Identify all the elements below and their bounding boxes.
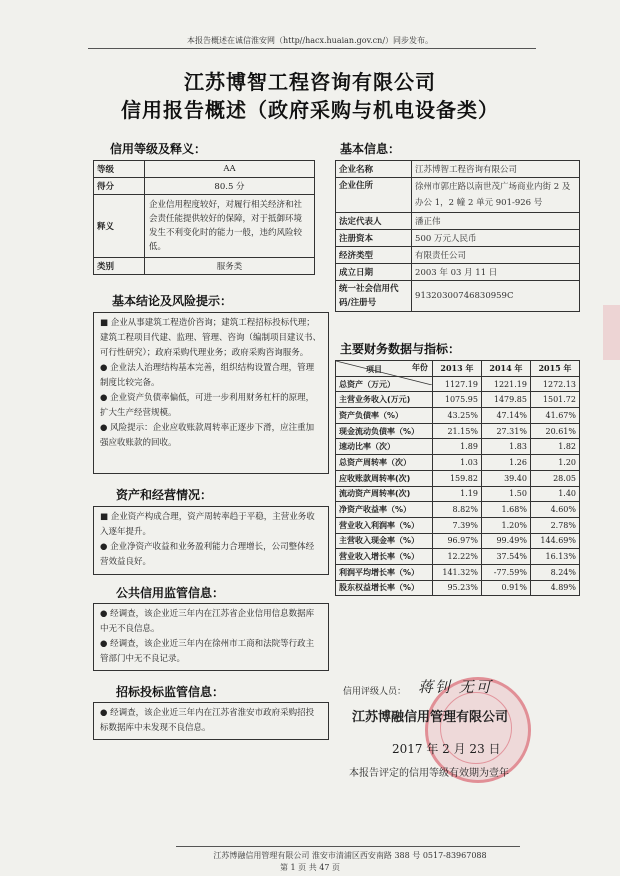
metric-value: 1.50 (481, 486, 530, 502)
year-header: 2013 年 (432, 361, 481, 377)
financials-row (336, 517, 580, 533)
bullet-icon: ■ (100, 318, 111, 328)
tender-heading: 招标投标监管信息： (116, 685, 225, 699)
financials-row (336, 549, 580, 565)
metric-name: 主营业务收入(万元) (336, 392, 433, 408)
bullet-icon: ● (100, 639, 111, 649)
basic-row (336, 281, 580, 312)
metric-value: 4.60% (530, 502, 579, 518)
bullet-icon: ● (100, 708, 111, 718)
metric-value: 1.03 (432, 455, 481, 471)
address-label: 企业住所 (336, 178, 412, 213)
year-label: 年份 (411, 363, 428, 372)
footer-rule (176, 846, 520, 847)
explain-value: 企业信用程度较好，对履行相关经济和社会责任能提供较好的保障，对于抵御环境发生不利变化时的能力一般，违约风险较低。 (145, 195, 315, 258)
validity-note: 本报告评定的信用等级有效期为壹年 (349, 768, 509, 779)
metric-value: 37.54% (481, 549, 530, 565)
financials-row (336, 486, 580, 502)
financials-row (336, 423, 580, 439)
metric-value: 1.82 (530, 439, 579, 455)
basic-row (336, 161, 580, 178)
conclusion-box (93, 312, 329, 474)
metric-value: 1127.19 (432, 376, 481, 392)
legal-rep-value: 潘正伟 (412, 213, 580, 230)
metric-value: 1075.95 (432, 392, 481, 408)
metric-value: 1.68% (481, 502, 530, 518)
financials-row (336, 502, 580, 518)
metric-value: 7.39% (432, 517, 481, 533)
metric-value: 1501.72 (530, 392, 579, 408)
public-credit-heading: 公共信用监管信息： (116, 586, 225, 600)
econ-type-label: 经济类型 (336, 247, 412, 264)
financials-row (336, 439, 580, 455)
assets-heading: 资产和经营情况： (116, 488, 213, 502)
financials-row (336, 470, 580, 486)
financials-row (336, 392, 580, 408)
item-label: 项目 (366, 364, 382, 374)
year-header: 2014 年 (481, 361, 530, 377)
capital-value: 500 万元人民币 (412, 230, 580, 247)
financials-table (335, 360, 580, 596)
tender-item: ● 经调查，该企业近三年内在江苏省淮安市政府采购招投标数据库中未发现不良信息。 (100, 708, 315, 733)
footer-address: 江苏博融信用管理有限公司 淮安市清浦区西安南路 388 号 0517-83967088 (213, 851, 487, 860)
page-number: 第 1 页 共 47 页 (280, 863, 340, 872)
metric-value: 1.20 (530, 455, 579, 471)
address-value: 徐州市郭庄路以南世茂广场商业内街 2 及办公 1，2 幢 2 单元 901-926 号 (412, 178, 580, 213)
rater-signature: 蒋钊 无可 (418, 678, 493, 696)
bullet-icon: ■ (100, 512, 111, 522)
credit-code-value: 91320300746830959C (412, 281, 580, 312)
metric-name: 总资产（万元） (336, 376, 433, 392)
metric-value: 28.05 (530, 470, 579, 486)
conclusion-item: ● 企业资产负债率偏低，可进一步利用财务杠杆的原理，扩大生产经营规模。 (100, 393, 315, 418)
metric-name: 现金流动负债率（%） (336, 423, 433, 439)
metric-value: 99.49% (481, 533, 530, 549)
metric-value: 1.20% (481, 517, 530, 533)
header-note: 本报告概述在诚信淮安网（http//hacx.huaian.gov.cn/）同步发布。 (186, 36, 434, 45)
metric-value: 1.26 (481, 455, 530, 471)
explain-label: 释义 (94, 195, 145, 258)
financials-row (336, 455, 580, 471)
report-title-type: 信用报告概述（政府采购与机电设备类） (121, 98, 499, 122)
metric-value: -77.59% (481, 564, 530, 580)
econ-type-value: 有限责任公司 (412, 247, 580, 264)
metric-name: 股东权益增长率（%） (336, 580, 433, 596)
year-item-header (336, 361, 433, 377)
score-row (94, 178, 315, 195)
metric-value: 8.82% (432, 502, 481, 518)
credit-grade-heading: 信用等级及释义： (110, 142, 207, 156)
public-credit-box (93, 603, 329, 671)
bullet-icon: ● (100, 542, 111, 552)
financials-row (336, 533, 580, 549)
capital-label: 注册资本 (336, 230, 412, 247)
metric-value: 43.25% (432, 408, 481, 424)
metric-value: 21.15% (432, 423, 481, 439)
metric-name: 营业收入增长率（%） (336, 549, 433, 565)
metric-value: 1.40 (530, 486, 579, 502)
metric-name: 净资产收益率（%） (336, 502, 433, 518)
metric-name: 资产负债率（%） (336, 408, 433, 424)
category-row (94, 258, 315, 275)
metric-value: 1.19 (432, 486, 481, 502)
metric-value: 144.69% (530, 533, 579, 549)
explain-row (94, 195, 315, 258)
bullet-icon: ● (100, 423, 111, 433)
category-value: 服务类 (145, 258, 315, 275)
financials-row (336, 580, 580, 596)
bullet-icon: ● (100, 393, 111, 403)
score-value: 80.5 分 (145, 178, 315, 195)
bullet-icon: ● (100, 363, 111, 373)
metric-value: 141.32% (432, 564, 481, 580)
metric-name: 流动资产周转率(次) (336, 486, 433, 502)
metric-value: 4.89% (530, 580, 579, 596)
basic-row (336, 230, 580, 247)
report-date: 2017 年 2 月 23 日 (392, 742, 501, 756)
conclusion-item: ● 企业法人治理结构基本完善，组织结构设置合理，管理制度比较完备。 (100, 363, 315, 388)
category-label: 类别 (94, 258, 145, 275)
metric-value: 1272.13 (530, 376, 579, 392)
metric-name: 速动比率（次） (336, 439, 433, 455)
metric-value: 1221.19 (481, 376, 530, 392)
agency-name: 江苏博融信用管理有限公司 (352, 710, 509, 725)
legal-rep-label: 法定代表人 (336, 213, 412, 230)
basic-row (336, 264, 580, 281)
metric-name: 主营收入现金率（%） (336, 533, 433, 549)
metric-value: 95.23% (432, 580, 481, 596)
metric-value: 1.89 (432, 439, 481, 455)
bullet-icon: ● (100, 609, 111, 619)
tender-box (93, 702, 329, 740)
metric-value: 39.40 (481, 470, 530, 486)
public-credit-item: ● 经调查，该企业近三年内在徐州市工商和法院等行政主管部门中无不良记录。 (100, 639, 315, 664)
basic-row (336, 213, 580, 230)
grade-row (94, 161, 315, 178)
metric-value: 27.31% (481, 423, 530, 439)
grade-value: AA (145, 161, 315, 178)
basic-row (336, 178, 580, 213)
metric-value: 1479.85 (481, 392, 530, 408)
financials-body (336, 376, 580, 596)
financials-row (336, 408, 580, 424)
metric-value: 0.91% (481, 580, 530, 596)
grade-label: 等级 (94, 161, 145, 178)
metric-name: 应收账款周转率(次) (336, 470, 433, 486)
metric-value: 1.83 (481, 439, 530, 455)
report-title-company: 江苏博智工程咨询有限公司 (184, 70, 436, 94)
rater-label: 信用评级人员： (343, 687, 407, 697)
edge-seal (603, 305, 620, 360)
company-name-label: 企业名称 (336, 161, 412, 178)
credit-grade-table (93, 160, 315, 275)
founded-label: 成立日期 (336, 264, 412, 281)
metric-name: 利润平均增长率（%） (336, 564, 433, 580)
conclusion-heading: 基本结论及风险提示： (112, 294, 233, 308)
conclusion-item: ■ 企业从事建筑工程造价咨询；建筑工程招标投标代理；建筑工程项目代建、监理、管理、咨询（编制项目建议书、可行性研究）；政府采购代理业务；政府采购咨询服务。 (100, 318, 322, 358)
founded-value: 2003 年 03 月 11 日 (412, 264, 580, 281)
metric-value: 47.14% (481, 408, 530, 424)
conclusion-item: ● 风险提示：企业应收账款周转率正逐步下滑，应注重加强应收账款的回收。 (100, 423, 315, 448)
basic-info-heading: 基本信息： (340, 142, 401, 156)
financials-heading: 主要财务数据与指标： (340, 342, 461, 356)
credit-code-label: 统一社会信用代码/注册号 (336, 281, 412, 312)
metric-value: 20.61% (530, 423, 579, 439)
metric-name: 总资产周转率（次） (336, 455, 433, 471)
metric-value: 41.67% (530, 408, 579, 424)
assets-item: ● 企业净资产收益和业务盈利能力合理增长，公司整体经营效益良好。 (100, 542, 315, 567)
company-name-value: 江苏博智工程咨询有限公司 (412, 161, 580, 178)
metric-value: 8.24% (530, 564, 579, 580)
metric-value: 96.97% (432, 533, 481, 549)
score-label: 得分 (94, 178, 145, 195)
basic-info-table (335, 160, 580, 312)
metric-name: 营业收入利润率（%） (336, 517, 433, 533)
financials-row (336, 564, 580, 580)
public-credit-item: ● 经调查，该企业近三年内在江苏省企业信用信息数据库中无不良信息。 (100, 609, 315, 634)
metric-value: 159.82 (432, 470, 481, 486)
metric-value: 16.13% (530, 549, 579, 565)
assets-item: ■ 企业资产构成合理，资产周转率趋于平稳，主营业务收入逐年提升。 (100, 512, 315, 537)
metric-value: 2.78% (530, 517, 579, 533)
header-rule (88, 48, 536, 49)
assets-box (93, 506, 329, 575)
metric-value: 12.22% (432, 549, 481, 565)
year-header: 2015 年 (530, 361, 579, 377)
basic-row (336, 247, 580, 264)
financials-header-row (336, 361, 580, 377)
